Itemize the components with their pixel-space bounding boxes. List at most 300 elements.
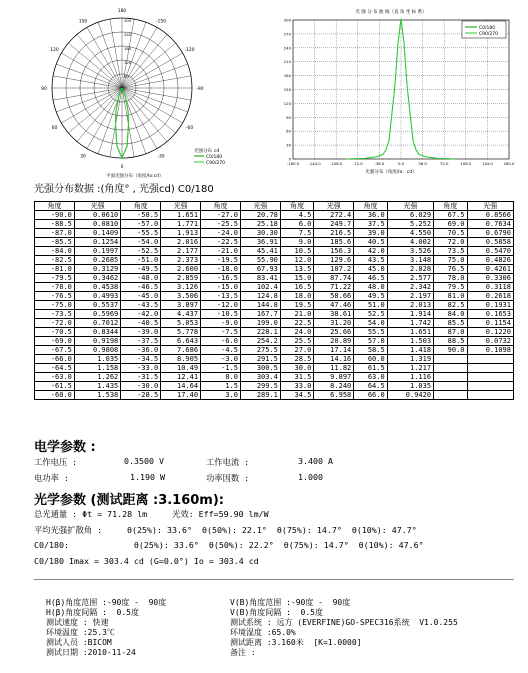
table-cell: 1.418 [387, 346, 433, 355]
distribution-table [34, 201, 514, 400]
table-cell: 4.437 [161, 310, 201, 319]
table-header-cell: 角度 [201, 202, 241, 211]
table-cell: 28.5 [280, 355, 313, 364]
table-cell: 0.6790 [467, 229, 513, 238]
table-cell: 67.93 [240, 265, 280, 274]
table-cell: 1.538 [74, 391, 120, 400]
table-cell [467, 382, 513, 391]
table-cell: 2.197 [387, 292, 433, 301]
table-cell: -31.5 [121, 373, 161, 382]
table-cell: 10.5 [280, 247, 313, 256]
table-cell: 2.016 [161, 238, 201, 247]
optical-spread-angle-line: 平均光强扩散角 : θ(25%): 33.6° θ(50%): 22.1° θ(75%): 14.7° θ(10%): 47.7° [34, 525, 417, 535]
table-cell: 8.240 [314, 382, 354, 391]
table-cell: -34.5 [121, 355, 161, 364]
table-cell: -61.5 [35, 382, 75, 391]
table-cell: 275.5 [240, 346, 280, 355]
table-cell: -19.5 [201, 256, 241, 265]
polar-chart [34, 4, 266, 180]
table-cell: 0.9198 [74, 337, 120, 346]
table-cell: 7.686 [161, 346, 201, 355]
table-cell: 17.14 [314, 346, 354, 355]
line-y-tick: 0 [288, 156, 291, 162]
table-cell [434, 364, 467, 373]
table-cell: 6.643 [161, 337, 201, 346]
table-cell: -4.5 [201, 346, 241, 355]
table-cell: 1.651 [387, 328, 433, 337]
table-cell: 0.4538 [74, 283, 120, 292]
table-cell: 0.5969 [74, 310, 120, 319]
table-cell: 144.8 [240, 301, 280, 310]
table-cell: -69.0 [35, 337, 75, 346]
polar-angle-label: 60 [51, 126, 58, 131]
table-cell: 9.0 [280, 238, 313, 247]
table-cell: 0.0810 [74, 220, 120, 229]
table-cell: -42.0 [121, 310, 161, 319]
table-row [35, 238, 514, 247]
table-cell: 3.0 [201, 391, 241, 400]
polar-legend-c0: C0/180 [206, 155, 223, 160]
table-cell: 303.4 [240, 373, 280, 382]
polar-legend-unit: cd [214, 149, 220, 154]
line-x-tick: -180.0 [286, 161, 300, 166]
table-cell: 30.30 [240, 229, 280, 238]
table-cell: 83.41 [240, 274, 280, 283]
table-header-cell: 角度 [434, 202, 467, 211]
table-cell: -15.0 [201, 283, 241, 292]
table-row [35, 355, 514, 364]
table-cell: 67.5 [434, 211, 467, 220]
table-cell: 25.66 [314, 328, 354, 337]
table-cell [467, 373, 513, 382]
table-cell: 0.4993 [74, 292, 120, 301]
table-cell: -27.0 [201, 211, 241, 220]
line-x-tick: -108.0 [330, 161, 343, 166]
table-cell: 0.0732 [467, 337, 513, 346]
table-cell: 78.0 [434, 274, 467, 283]
table-cell: 3.897 [161, 301, 201, 310]
divider [34, 579, 514, 580]
table-cell: -9.0 [201, 319, 241, 328]
table-cell: 0.3462 [74, 274, 120, 283]
table-cell: -90.0 [35, 211, 75, 220]
footer-left-2: 测试速度 : 快速 [46, 618, 109, 627]
table-cell: 57.0 [354, 337, 387, 346]
table-cell: -48.0 [121, 274, 161, 283]
table-cell: 1.262 [74, 373, 120, 382]
table-cell: -39.0 [121, 328, 161, 337]
line-y-tick: 60 [286, 128, 291, 134]
table-cell: 2.828 [387, 265, 433, 274]
table-cell: 2.342 [387, 283, 433, 292]
table-cell: -6.0 [201, 337, 241, 346]
table-cell: 1.914 [387, 310, 433, 319]
table-cell: 24.0 [280, 328, 313, 337]
table-row [35, 373, 514, 382]
table-cell: -81.0 [35, 265, 75, 274]
table-cell: -1.5 [201, 364, 241, 373]
table-cell: 2.177 [161, 247, 201, 256]
table-cell: 31.5 [280, 373, 313, 382]
polar-angle-label: 180 [117, 9, 127, 14]
table-cell: 85.5 [434, 319, 467, 328]
table-row [35, 301, 514, 310]
table-cell: 18.0 [280, 292, 313, 301]
table-cell: 69.0 [434, 220, 467, 229]
table-cell: 5.053 [161, 319, 201, 328]
footer-left-1: H(β)角度间隔 : 0.5度 [46, 608, 139, 617]
pf-value: 1.000 [298, 472, 323, 482]
table-cell: 199.0 [240, 319, 280, 328]
table-cell: 185.6 [314, 238, 354, 247]
table-cell: 58.5 [354, 346, 387, 355]
table-row [35, 283, 514, 292]
table-cell: -33.0 [121, 364, 161, 373]
table-cell: 19.5 [280, 301, 313, 310]
table-cell: 0.3129 [74, 265, 120, 274]
table-header-cell: 角度 [354, 202, 387, 211]
table-cell: 7.5 [280, 229, 313, 238]
table-row [35, 229, 514, 238]
table-cell: 84.0 [434, 310, 467, 319]
table-cell: -10.5 [201, 310, 241, 319]
table-cell: 1.035 [387, 382, 433, 391]
table-cell: 48.0 [354, 283, 387, 292]
table-cell: 167.7 [240, 310, 280, 319]
table-header-cell: 光强 [240, 202, 280, 211]
table-cell: 0.1931 [467, 301, 513, 310]
table-cell: 1.217 [387, 364, 433, 373]
table-cell: 299.5 [240, 382, 280, 391]
table-row [35, 292, 514, 301]
table-cell: 71.22 [314, 283, 354, 292]
table-cell: 0.3118 [467, 283, 513, 292]
table-cell: 55.90 [240, 256, 280, 265]
table-header-cell: 光强 [74, 202, 120, 211]
table-cell: 249.7 [314, 220, 354, 229]
table-cell: 52.5 [354, 310, 387, 319]
table-cell: 12.0 [280, 256, 313, 265]
table-cell: 1.651 [161, 211, 201, 220]
table-cell: 3.506 [161, 292, 201, 301]
table-cell: 0.1997 [74, 247, 120, 256]
table-cell: 90.0 [434, 346, 467, 355]
table-cell [467, 355, 513, 364]
footer-right-5: 备注 : [230, 648, 256, 657]
table-cell: 40.5 [354, 238, 387, 247]
table-cell: 1.319 [387, 355, 433, 364]
table-cell: 43.5 [354, 256, 387, 265]
voltage-value: 0.3500 V [124, 456, 164, 466]
table-cell: 0.2685 [74, 256, 120, 265]
table-cell: 60.0 [354, 355, 387, 364]
table-row [35, 337, 514, 346]
table-cell: -63.0 [35, 373, 75, 382]
table-cell [467, 364, 513, 373]
table-cell: -67.5 [35, 346, 75, 355]
table-cell: 39.0 [354, 229, 387, 238]
table-cell: -78.0 [35, 283, 75, 292]
polar-footer: 平面光强分布（角度/Io:cd） [106, 174, 164, 179]
table-header-row [35, 202, 514, 211]
table-cell [434, 373, 467, 382]
table-cell: 5.252 [387, 220, 433, 229]
line-y-tick: 240 [283, 45, 291, 51]
line-x-tick: 144.0 [481, 161, 493, 166]
table-cell: 38.61 [314, 310, 354, 319]
table-cell: 87.0 [434, 328, 467, 337]
table-cell: -76.5 [35, 292, 75, 301]
optical-c0-angle-line: C0/180: θ(25%): 33.6° θ(50%): 22.2° θ(75%): 14.7° θ(10%): 47.6° [34, 540, 424, 550]
table-cell: -21.0 [201, 247, 241, 256]
line-ticks [284, 18, 515, 167]
polar-angle-label: -150 [155, 19, 167, 25]
table-cell: -7.5 [201, 328, 241, 337]
table-cell: 0.1220 [467, 328, 513, 337]
table-cell: 14.64 [161, 382, 201, 391]
table-header-cell: 角度 [35, 202, 75, 211]
table-cell: 216.5 [314, 229, 354, 238]
line-x-tick: -72.0 [352, 161, 363, 166]
table-row [35, 364, 514, 373]
polar-radial-label: 60 [124, 74, 129, 79]
table-cell [467, 391, 513, 400]
current-label: 工作电流 : [206, 457, 250, 467]
table-header-cell: 角度 [121, 202, 161, 211]
line-y-tick: 30 [286, 142, 291, 148]
current-value: 3.400 A [298, 456, 333, 466]
table-cell: 156.3 [314, 247, 354, 256]
table-cell [434, 382, 467, 391]
optical-flux-line: 总光通量 : Φt = 71.28 lm 光效: Eff=59.90 lm/W [34, 509, 269, 519]
table-cell: -43.5 [121, 301, 161, 310]
table-cell: 300.5 [240, 364, 280, 373]
table-cell: 34.5 [280, 391, 313, 400]
table-cell: 0.5470 [467, 247, 513, 256]
line-y-tick: 300 [283, 17, 291, 23]
table-cell: -55.5 [121, 229, 161, 238]
table-cell: 55.5 [354, 328, 387, 337]
table-cell: 1.116 [387, 373, 433, 382]
table-cell: 107.2 [314, 265, 354, 274]
table-cell: 0.8566 [467, 211, 513, 220]
table-cell: -12.0 [201, 301, 241, 310]
table-cell: 4.550 [387, 229, 433, 238]
table-cell: 272.4 [314, 211, 354, 220]
table-cell: -64.5 [35, 364, 75, 373]
line-x-tick: 108.0 [460, 161, 472, 166]
table-cell: -73.5 [35, 310, 75, 319]
line-chart-title: 光 强 分 布 曲 线（直 角 坐 标 系） [355, 10, 427, 15]
table-cell: -72.0 [35, 319, 75, 328]
table-cell: -75.0 [35, 301, 75, 310]
table-cell: -13.5 [201, 292, 241, 301]
table-cell: 87.74 [314, 274, 354, 283]
polar-angle-label: 0 [120, 165, 124, 170]
table-cell: 42.0 [354, 247, 387, 256]
table-cell: -66.0 [35, 355, 75, 364]
table-cell: 1.158 [74, 364, 120, 373]
table-cell: -36.0 [121, 346, 161, 355]
table-cell: 1.913 [161, 229, 201, 238]
table-cell: 33.0 [280, 382, 313, 391]
table-cell: -58.5 [121, 211, 161, 220]
table-cell: 3.526 [387, 247, 433, 256]
table-row [35, 256, 514, 265]
footer-left-3: 环境温度 :25.3℃ [46, 628, 115, 637]
line-x-tick: -144.0 [308, 161, 321, 166]
table-cell: 15.0 [280, 274, 313, 283]
table-row [35, 346, 514, 355]
table-row [35, 310, 514, 319]
table-cell: 14.16 [314, 355, 354, 364]
polar-radial-label: 240 [124, 32, 132, 37]
table-row [35, 220, 514, 229]
table-cell: 0.0 [201, 373, 241, 382]
table-cell: -52.5 [121, 247, 161, 256]
table-cell: -45.0 [121, 292, 161, 301]
table-cell: 6.958 [314, 391, 354, 400]
table-row [35, 391, 514, 400]
polar-angle-label: -30 [157, 154, 165, 160]
polar-legend-c90: C90/270 [206, 161, 225, 166]
table-cell: 0.7634 [467, 220, 513, 229]
table-cell: -37.5 [121, 337, 161, 346]
table-cell: 46.5 [354, 274, 387, 283]
table-cell: -54.0 [121, 238, 161, 247]
footer-right-3: 环境湿度 :65.0% [230, 628, 296, 637]
table-row [35, 265, 514, 274]
line-y-tick: 270 [283, 31, 291, 37]
table-cell: -87.0 [35, 229, 75, 238]
table-cell: -60.0 [35, 391, 75, 400]
table-cell: 21.0 [280, 310, 313, 319]
table-cell: 0.9420 [387, 391, 433, 400]
table-cell: -79.5 [35, 274, 75, 283]
table-cell: 0.1254 [74, 238, 120, 247]
table-cell: -85.5 [35, 238, 75, 247]
electric-title: 电学参数 : [34, 440, 96, 455]
table-cell: 6.0 [280, 220, 313, 229]
table-cell: 4.002 [387, 238, 433, 247]
table-cell: 4.5 [280, 211, 313, 220]
table-cell: 0.1409 [74, 229, 120, 238]
table-cell: 2.577 [387, 274, 433, 283]
table-cell: 36.0 [354, 211, 387, 220]
table-cell: 58.66 [314, 292, 354, 301]
polar-legend-title: 光强分布 [194, 149, 212, 154]
polar-grid [52, 18, 195, 158]
table-cell: 81.0 [434, 292, 467, 301]
table-cell: 25.5 [280, 337, 313, 346]
optical-imax-line: C0/180 Imax = 303.4 cd (G=0.0°) Io = 303.4 cd [34, 556, 259, 566]
table-cell: 2.013 [387, 301, 433, 310]
table-cell: 0.4261 [467, 265, 513, 274]
table-cell: 3.148 [387, 256, 433, 265]
table-cell: 1.503 [387, 337, 433, 346]
line-grid [293, 20, 509, 159]
table-cell: -82.5 [35, 256, 75, 265]
table-cell: 289.1 [240, 391, 280, 400]
table-cell: 102.4 [240, 283, 280, 292]
line-y-tick: 120 [283, 100, 291, 106]
footer-left-0: H(β)角度范围 :-90度 - 90度 [46, 598, 167, 607]
table-cell: 47.46 [314, 301, 354, 310]
table-cell: 2.600 [161, 265, 201, 274]
table-cell: 1.035 [74, 355, 120, 364]
table-cell: -46.5 [121, 283, 161, 292]
line-chart-xlabel: 光强分布（角度/Io：cd） [365, 170, 417, 175]
table-cell: -3.0 [201, 355, 241, 364]
table-cell: 27.0 [280, 346, 313, 355]
table-cell: 0.5858 [467, 238, 513, 247]
polar-radial-label: 120 [124, 60, 132, 65]
table-row [35, 211, 514, 220]
table-cell: -70.5 [35, 328, 75, 337]
table-cell: -30.0 [121, 382, 161, 391]
table-cell: 2.373 [161, 256, 201, 265]
line-y-tick: 90 [286, 114, 291, 120]
polar-angle-label: -60 [185, 126, 194, 131]
table-cell: 129.6 [314, 256, 354, 265]
table-cell: 20.89 [314, 337, 354, 346]
table-header-cell: 光强 [387, 202, 433, 211]
table-cell: 0.4826 [467, 256, 513, 265]
table-cell: 1.742 [387, 319, 433, 328]
line-x-tick: 180.0 [503, 161, 515, 166]
table-cell: 0.5537 [74, 301, 120, 310]
table-cell: 2.859 [161, 274, 201, 283]
line-chart [266, 4, 516, 176]
table-cell: 45.41 [240, 247, 280, 256]
table-cell: 8.905 [161, 355, 201, 364]
optical-title: 光学参数 (测试距离 :3.160m): [34, 493, 224, 508]
table-cell: 1.435 [74, 382, 120, 391]
table-cell: 22.5 [280, 319, 313, 328]
polar-radial-label: 180 [124, 46, 132, 51]
line-legend-c90: C90/270 [479, 32, 498, 37]
table-cell [434, 355, 467, 364]
table-cell: 30.0 [280, 364, 313, 373]
table-row [35, 328, 514, 337]
table-cell: -88.5 [35, 220, 75, 229]
footer-right-1: V(B)角度间隔 : 0.5度 [230, 608, 323, 617]
table-cell: 79.5 [434, 283, 467, 292]
polar-radial-label: 300 [124, 18, 132, 23]
table-cell: 54.0 [354, 319, 387, 328]
table-cell: 73.5 [434, 247, 467, 256]
line-x-tick: -36.0 [374, 161, 385, 166]
power-label: 电功率 : [34, 473, 69, 483]
table-cell: 61.5 [354, 364, 387, 373]
table-cell: 254.2 [240, 337, 280, 346]
table-cell: 3.126 [161, 283, 201, 292]
table-cell: -18.0 [201, 265, 241, 274]
table-cell: -28.5 [121, 391, 161, 400]
table-cell: 82.5 [434, 301, 467, 310]
pf-label: 功率因数 : [206, 473, 250, 483]
line-x-tick: 72.0 [439, 161, 449, 166]
polar-angle-label: 150 [78, 19, 88, 25]
footer-right-0: V(B)角度范围 :-90度 - 90度 [230, 598, 351, 607]
footer-left-4: 测试人员 :BICOM [46, 638, 112, 647]
table-cell: 17.40 [161, 391, 201, 400]
footer-left-5: 测试日期 :2010-11-24 [46, 648, 136, 657]
line-legend-c0: C0/180 [479, 26, 496, 31]
table-cell: 0.3306 [467, 274, 513, 283]
table-cell: -49.5 [121, 265, 161, 274]
table-cell: 51.0 [354, 301, 387, 310]
